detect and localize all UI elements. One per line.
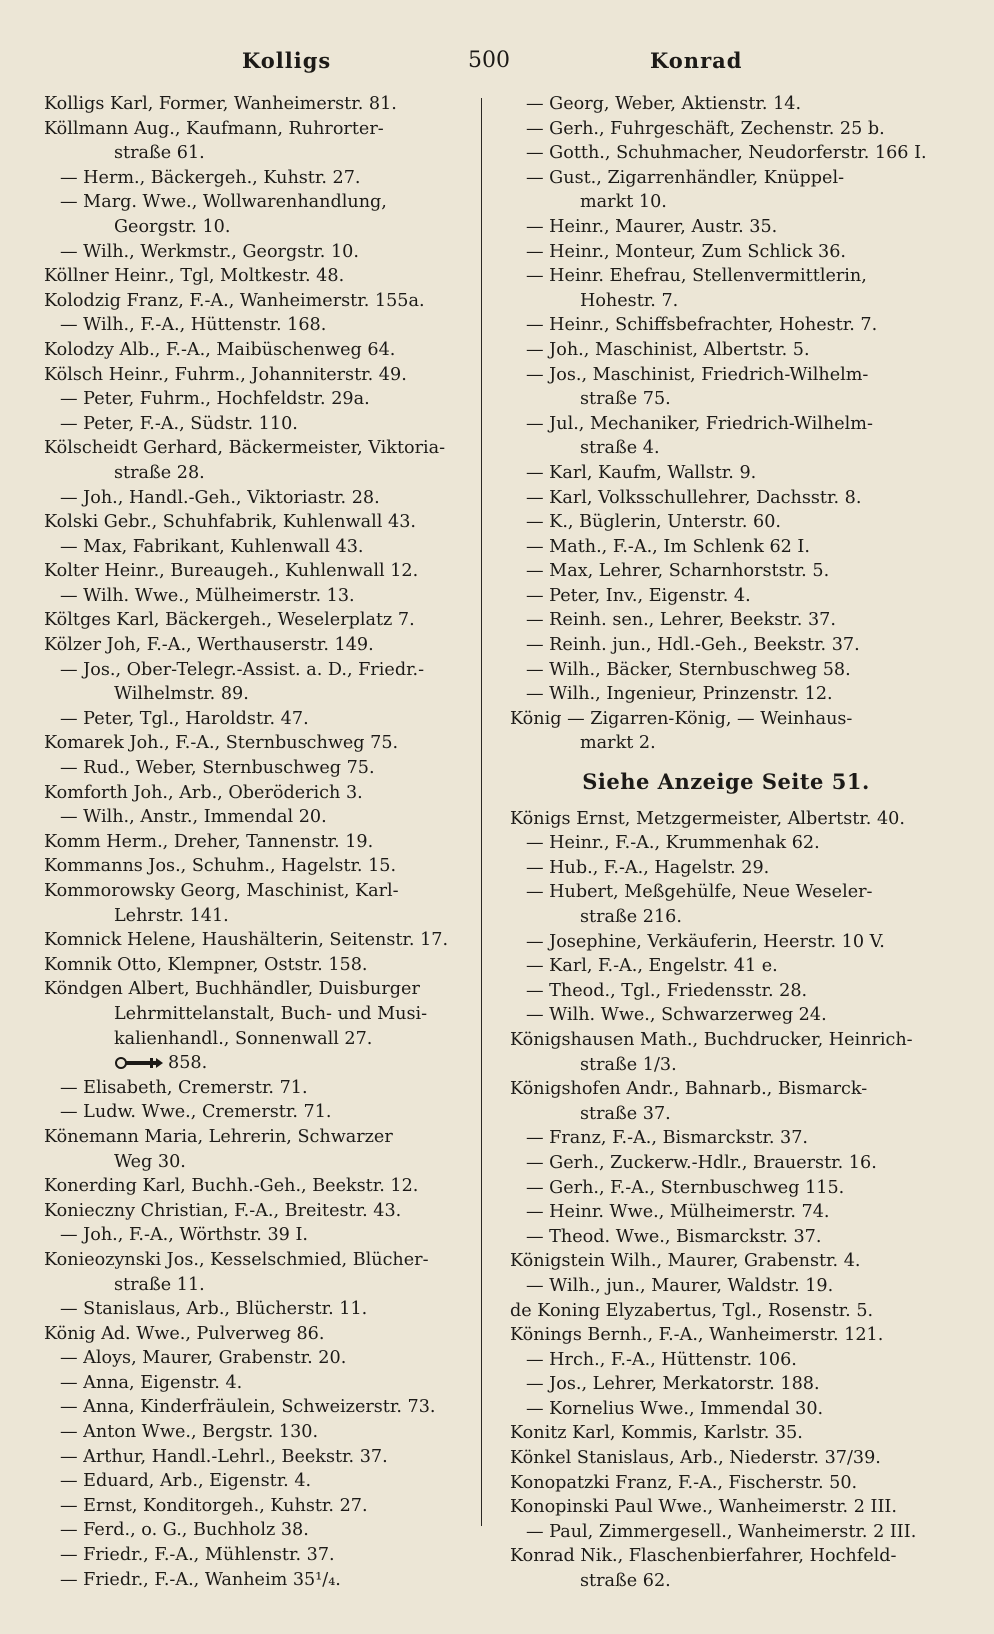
directory-entry: — Peter, Inv., Eigenstr. 4. <box>526 585 751 606</box>
directory-entry: Komforth Joh., Arb., Oberöderich 3. <box>44 782 363 803</box>
directory-entry: — Heinr. Ehefrau, Stellenvermittlerin, <box>526 266 867 287</box>
directory-entry: — Karl, F.-A., Engelstr. 41 e. <box>526 956 778 977</box>
directory-entry: — Friedr., F.-A., Wanheim 35¹/₄. <box>60 1569 341 1590</box>
directory-entry: — Kornelius Wwe., Immendal 30. <box>526 1398 824 1419</box>
directory-entry: — Jos., Lehrer, Merkatorstr. 188. <box>526 1374 820 1395</box>
directory-entry: — Hub., F.-A., Hagelstr. 29. <box>526 857 770 878</box>
directory-entry: Kölzer Joh, F.-A., Werthauserstr. 149. <box>44 635 374 656</box>
entry-text: 858. <box>168 1053 208 1074</box>
directory-entry: Komnik Otto, Klempner, Oststr. 158. <box>44 954 368 975</box>
right-column-top-list <box>510 92 942 756</box>
directory-entry: Köndgen Albert, Buchhändler, Duisburger <box>44 979 420 1000</box>
directory-entry: Kommorowsky Georg, Maschinist, Karl- <box>44 881 399 901</box>
directory-entry: Königshausen Math., Buchdrucker, Heinrich- <box>510 1029 913 1050</box>
directory-entry: — Friedr., F.-A., Mühlenstr. 37. <box>60 1545 335 1566</box>
directory-entry: Konitz Karl, Kommis, Karlstr. 35. <box>510 1423 803 1444</box>
entry-continuation: straße 37. <box>580 1103 671 1124</box>
directory-entry: Konieczny Christian, F.-A., Breitestr. 43. <box>44 1200 402 1221</box>
directory-entry: — Wilh. Wwe., Schwarzerweg 24. <box>526 1005 827 1026</box>
entry-continuation: Lehrmittelanstalt, Buch- und Musi- <box>114 1003 428 1024</box>
directory-entry: Köllner Heinr., Tgl, Moltkestr. 48. <box>44 266 345 287</box>
entry-continuation: Georgstr. 10. <box>114 216 231 237</box>
entry-continuation: straße 11. <box>114 1274 205 1295</box>
directory-entry: — Anna, Kinderfräulein, Schweizerstr. 73. <box>60 1397 436 1418</box>
directory-entry: Kolodzig Franz, F.-A., Wanheimerstr. 155a. <box>44 290 425 311</box>
directory-entry: — Hrch., F.-A., Hüttenstr. 106. <box>526 1349 797 1370</box>
directory-entry: Kolodzy Alb., F.-A., Maibüschenweg 64. <box>44 339 396 360</box>
directory-entry: König — Zigarren-König, — Weinhaus- <box>510 708 853 729</box>
directory-entry: — Jos., Maschinist, Friedrich-Wilhelm- <box>526 364 869 385</box>
entry-continuation: straße 62. <box>580 1571 671 1592</box>
directory-entry: Köllmann Aug., Kaufmann, Ruhrorter- <box>44 118 384 139</box>
entry-continuation: Lehrstr. 141. <box>114 905 229 926</box>
directory-entry: Kölsch Heinr., Fuhrm., Johanniterstr. 49. <box>44 364 407 385</box>
directory-entry: — Max, Fabrikant, Kuhlenwall 43. <box>60 536 364 557</box>
directory-entry: Konieozynski Jos., Kesselschmied, Blücher- <box>44 1249 429 1270</box>
directory-entry: Költges Karl, Bäckergeh., Weselerplatz 7. <box>44 610 415 631</box>
entry-continuation: markt 2. <box>580 733 656 754</box>
directory-entry: — Max, Lehrer, Scharnhorststr. 5. <box>526 561 830 582</box>
directory-entry: — Aloys, Maurer, Grabenstr. 20. <box>60 1348 347 1369</box>
directory-entry: Königstein Wilh., Maurer, Grabenstr. 4. <box>510 1251 861 1272</box>
directory-entry: — Josephine, Verkäuferin, Heerstr. 10 V. <box>526 931 885 952</box>
directory-entry: Konopatzki Franz, F.-A., Fischerstr. 50. <box>510 1472 858 1493</box>
directory-entry: — Stanislaus, Arb., Blücherstr. 11. <box>60 1299 368 1320</box>
entry-continuation: straße 4. <box>580 438 660 459</box>
page-header <box>40 42 954 82</box>
directory-entry: — Arthur, Handl.-Lehrl., Beekstr. 37. <box>60 1446 388 1467</box>
directory-entry: Kolter Heinr., Bureaugeh., Kuhlenwall 12. <box>44 561 419 582</box>
directory-entry: — Georg, Weber, Aktienstr. 14. <box>526 94 802 114</box>
directory-entry: — Eduard, Arb., Eigenstr. 4. <box>60 1471 312 1492</box>
directory-entry: — K., Büglerin, Unterstr. 60. <box>526 512 782 533</box>
directory-entry: — Gerh., Fuhrgeschäft, Zechenstr. 25 b. <box>526 118 885 139</box>
directory-entry: — Ludw. Wwe., Cremerstr. 71. <box>60 1102 332 1123</box>
right-column-bottom-list <box>510 807 942 1594</box>
directory-entry: — Math., F.-A., Im Schlenk 62 I. <box>526 536 810 557</box>
directory-entry: — Wilh., Anstr., Immendal 20. <box>60 807 327 828</box>
directory-entry: — Wilh., Werkmstr., Georgstr. 10. <box>60 241 359 262</box>
directory-entry: — Reinh. sen., Lehrer, Beekstr. 37. <box>526 610 836 631</box>
directory-entry: — Wilh., jun., Maurer, Waldstr. 19. <box>526 1275 834 1296</box>
directory-entry: — Gust., Zigarrenhändler, Knüppel- <box>526 167 845 188</box>
directory-entry: Komm Herm., Dreher, Tannenstr. 19. <box>44 831 374 852</box>
directory-entry: — Theod., Tgl., Friedensstr. 28. <box>526 980 808 1001</box>
entry-continuation: Weg 30. <box>114 1151 186 1172</box>
directory-entry: Konopinski Paul Wwe., Wanheimerstr. 2 III. <box>510 1497 897 1518</box>
directory-entry: — Jul., Mechaniker, Friedrich-Wilhelm- <box>526 413 873 434</box>
header-right-keyword: Konrad <box>650 48 743 73</box>
directory-entry: — Peter, Fuhrm., Hochfeldstr. 29a. <box>60 389 370 410</box>
directory-entry: Könings Bernh., F.-A., Wanheimerstr. 121. <box>510 1325 884 1346</box>
directory-entry: — Heinr., F.-A., Krummenhak 62. <box>526 833 820 854</box>
directory-entry: — Karl, Kaufm, Wallstr. 9. <box>526 462 757 483</box>
directory-entry: — Hubert, Meßgehülfe, Neue Weseler- <box>526 882 873 903</box>
entry-continuation: markt 10. <box>580 192 667 213</box>
directory-entry: Kolligs Karl, Former, Wanheimerstr. 81. <box>44 94 397 114</box>
advertisement-notice: Siehe Anzeige Seite 51. <box>582 769 870 795</box>
directory-entry: — Karl, Volksschullehrer, Dachsstr. 8. <box>526 487 862 508</box>
entry-continuation: Hohestr. 7. <box>580 290 679 311</box>
directory-entry: — Ernst, Konditorgeh., Kuhstr. 27. <box>60 1495 368 1516</box>
directory-entry: — Joh., Handl.-Geh., Viktoriastr. 28. <box>60 487 380 508</box>
directory-entry: — Heinr., Maurer, Austr. 35. <box>526 216 778 237</box>
column-divider <box>481 98 482 1526</box>
directory-entry: — Jos., Ober-Telegr.-Assist. a. D., Friedr.- <box>60 659 425 680</box>
directory-entry: — Peter, F.-A., Südstr. 110. <box>60 413 298 434</box>
directory-entry: — Wilh., Ingenieur, Prinzenstr. 12. <box>526 684 833 705</box>
directory-entry: Kommanns Jos., Schuhm., Hagelstr. 15. <box>44 856 397 877</box>
entry-continuation: straße 28. <box>114 462 205 483</box>
directory-entry: — Rud., Weber, Sternbuschweg 75. <box>60 758 375 779</box>
directory-entry: — Elisabeth, Cremerstr. 71. <box>60 1077 308 1098</box>
directory-entry: — Marg. Wwe., Wollwarenhandlung, <box>60 192 387 213</box>
directory-entry: — Gerh., F.-A., Sternbuschweg 115. <box>526 1177 845 1198</box>
directory-entry: — Wilh. Wwe., Mülheimerstr. 13. <box>60 585 355 606</box>
directory-entry: — Wilh., F.-A., Hüttenstr. 168. <box>60 315 327 336</box>
directory-entry: — Franz, F.-A., Bismarckstr. 37. <box>526 1128 808 1149</box>
directory-entry: Kölscheidt Gerhard, Bäckermeister, Viktoria- <box>44 438 446 459</box>
right-column <box>510 92 942 1594</box>
entry-continuation: kalienhandl., Sonnenwall 27. <box>114 1028 373 1049</box>
directory-entry: Königs Ernst, Metzgermeister, Albertstr. 40. <box>510 808 905 829</box>
directory-entry: — Joh., Maschinist, Albertstr. 5. <box>526 339 810 360</box>
directory-entry: König Ad. Wwe., Pulverweg 86. <box>44 1323 325 1344</box>
directory-entry: Konrad Nik., Flaschenbierfahrer, Hochfeld- <box>510 1546 897 1567</box>
entry-continuation: straße 75. <box>580 389 671 410</box>
directory-entry: — Peter, Tgl., Haroldstr. 47. <box>60 708 309 729</box>
directory-entry: Komnick Helene, Haushälterin, Seitenstr. 17. <box>44 930 449 951</box>
directory-entry: — Gotth., Schuhmacher, Neudorferstr. 166 I. <box>526 143 927 164</box>
telephone-key-icon <box>114 1056 164 1070</box>
directory-entry: — Heinr., Monteur, Zum Schlick 36. <box>526 241 846 262</box>
directory-entry: — Heinr., Schiffsbefrachter, Hohestr. 7. <box>526 315 878 336</box>
directory-entry: Königshofen Andr., Bahnarb., Bismarck- <box>510 1079 868 1100</box>
entry-continuation: straße 1/3. <box>580 1054 677 1075</box>
entry-continuation: straße 61. <box>114 143 205 164</box>
page-number: 500 <box>468 48 510 73</box>
entry-continuation: straße 216. <box>580 907 682 927</box>
directory-entry: — Joh., F.-A., Wörthstr. 39 I. <box>60 1225 309 1246</box>
directory-entry: — Anna, Eigenstr. 4. <box>60 1372 243 1393</box>
directory-entry: — Herm., Bäckergeh., Kuhstr. 27. <box>60 167 361 188</box>
directory-entry: — Reinh. jun., Hdl.-Geh., Beekstr. 37. <box>526 635 860 656</box>
directory-entry: — Wilh., Bäcker, Sternbuschweg 58. <box>526 659 851 680</box>
directory-entry: — Heinr. Wwe., Mülheimerstr. 74. <box>526 1202 830 1223</box>
directory-entry: — Gerh., Zuckerw.-Hdlr., Brauerstr. 16. <box>526 1152 877 1173</box>
directory-entry: Komarek Joh., F.-A., Sternbuschweg 75. <box>44 733 399 754</box>
directory-entry: — Ferd., o. G., Buchholz 38. <box>60 1520 309 1541</box>
left-column <box>44 92 476 1592</box>
directory-entry: Könemann Maria, Lehrerin, Schwarzer <box>44 1126 393 1147</box>
entry-continuation <box>44 1051 476 1076</box>
directory-entry: Konerding Karl, Buchh.-Geh., Beekstr. 12. <box>44 1176 419 1197</box>
directory-entry: Könkel Stanislaus, Arb., Niederstr. 37/39. <box>510 1448 881 1469</box>
directory-entry: de Koning Elyzabertus, Tgl., Rosenstr. 5. <box>510 1300 874 1321</box>
directory-entry: — Theod. Wwe., Bismarckstr. 37. <box>526 1226 822 1247</box>
directory-entry: — Paul, Zimmergesell., Wanheimerstr. 2 III. <box>526 1521 917 1542</box>
directory-entry: — Anton Wwe., Bergstr. 130. <box>60 1422 319 1443</box>
entry-continuation: Wilhelmstr. 89. <box>114 684 249 705</box>
directory-entry: Kolski Gebr., Schuhfabrik, Kuhlenwall 43. <box>44 512 416 533</box>
header-left-keyword: Kolligs <box>242 48 332 73</box>
